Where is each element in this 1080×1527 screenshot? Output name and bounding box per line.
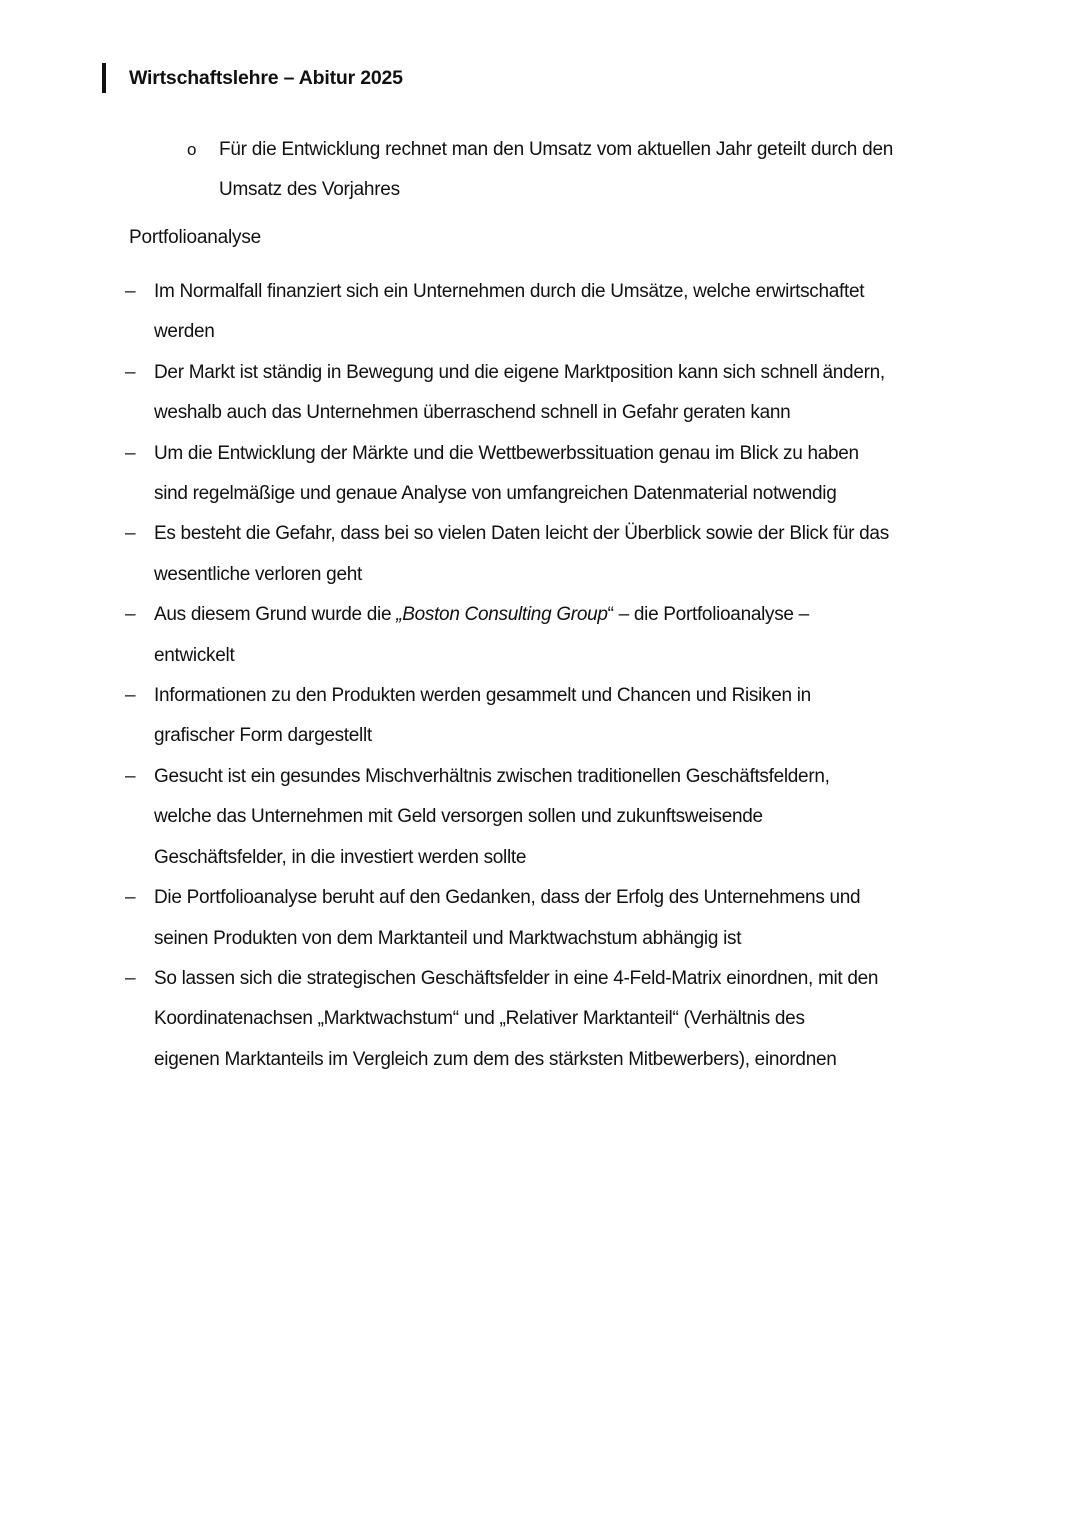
list-item-line: Um die Entwicklung der Märkte und die Wettbewerbssituation genau im Blick zu haben [154,442,859,464]
dash-bullet-icon: – [125,887,136,909]
header-margin-bar [102,63,106,93]
dash-bullet-icon: – [125,765,136,787]
list-item-line: weshalb auch das Unternehmen überraschend schnell in Gefahr geraten kann [154,402,791,424]
dash-bullet-icon: – [125,604,136,626]
dash-bullet-icon: – [125,281,136,302]
list-item-line: Im Normalfall finanziert sich ein Unternehmen durch die Umsätze, welche erwirtschaftet [154,281,865,302]
list-item-line: Informationen zu den Produkten werden gesammelt und Chancen und Risiken in [154,685,811,707]
list-item-line: Es besteht die Gefahr, dass bei so vielen Daten leicht der Überblick sowie der Blick für das [154,523,889,545]
list-item [125,353,965,434]
bullet-list [125,272,965,1080]
list-item-line: werden [154,321,215,343]
list-item-text: Aus diesem Grund wurde die [154,604,397,626]
dash-bullet-icon: – [125,361,136,383]
dash-bullet-icon: – [125,967,136,989]
list-item-line: Geschäftsfelder, in die investiert werden sollte [154,846,527,868]
dash-bullet-icon: – [125,685,136,707]
sub-bullet-line: Umsatz des Vorjahres [219,179,400,200]
sub-bullet-item [187,130,967,210]
list-item-line: So lassen sich die strategischen Geschäftsfelder in eine 4-Feld-Matrix einordnen, mit den [154,967,879,989]
list-item [125,514,965,595]
list-item [125,878,965,959]
list-item [125,959,965,1080]
list-item-line: sind regelmäßige und genaue Analyse von umfangreichen Datenmaterial notwendig [154,483,837,505]
dash-bullet-icon: – [125,442,136,464]
list-item-line: Die Portfolioanalyse beruht auf den Gedanken, dass der Erfolg des Unternehmens und [154,887,861,909]
list-item-line: Koordinatenachsen „Marktwachstum“ und „Relativer Marktanteil“ (Verhältnis des [154,1008,805,1030]
dash-bullet-icon: – [125,523,136,545]
section-heading: Portfolioanalyse [129,227,261,248]
list-item [125,757,965,878]
list-item-line: seinen Produkten von dem Marktanteil und Marktwachstum abhängig ist [154,927,742,949]
list-item-line: wesentliche verloren geht [154,563,362,585]
sub-bullet-line: Für die Entwicklung rechnet man den Umsatz vom aktuellen Jahr geteilt durch den [219,139,894,160]
list-item-line: eigenen Marktanteils im Vergleich zum dem des stärksten Mitbewerbers), einordnen [154,1048,837,1070]
page-header-title: Wirtschaftslehre – Abitur 2025 [129,67,403,89]
list-item [125,595,965,676]
list-item-line: welche das Unternehmen mit Geld versorgen sollen und zukunftsweisende [154,806,763,828]
list-item-line: grafischer Form dargestellt [154,725,372,747]
list-item-text: “ – die Portfolioanalyse – [607,604,809,626]
list-item-line: Der Markt ist ständig in Bewegung und die eigene Marktposition kann sich schnell ändern, [154,361,885,383]
list-item [125,272,965,353]
boston-consulting-group-text: „Boston Consulting Group [396,604,608,626]
circle-bullet-icon: o [187,140,197,159]
list-item-line: Gesucht ist ein gesundes Mischverhältnis zwischen traditionellen Geschäftsfeldern, [154,765,830,787]
list-item-line: entwickelt [154,644,235,666]
list-item-line [154,595,965,635]
list-item [125,434,965,515]
list-item [125,676,965,757]
